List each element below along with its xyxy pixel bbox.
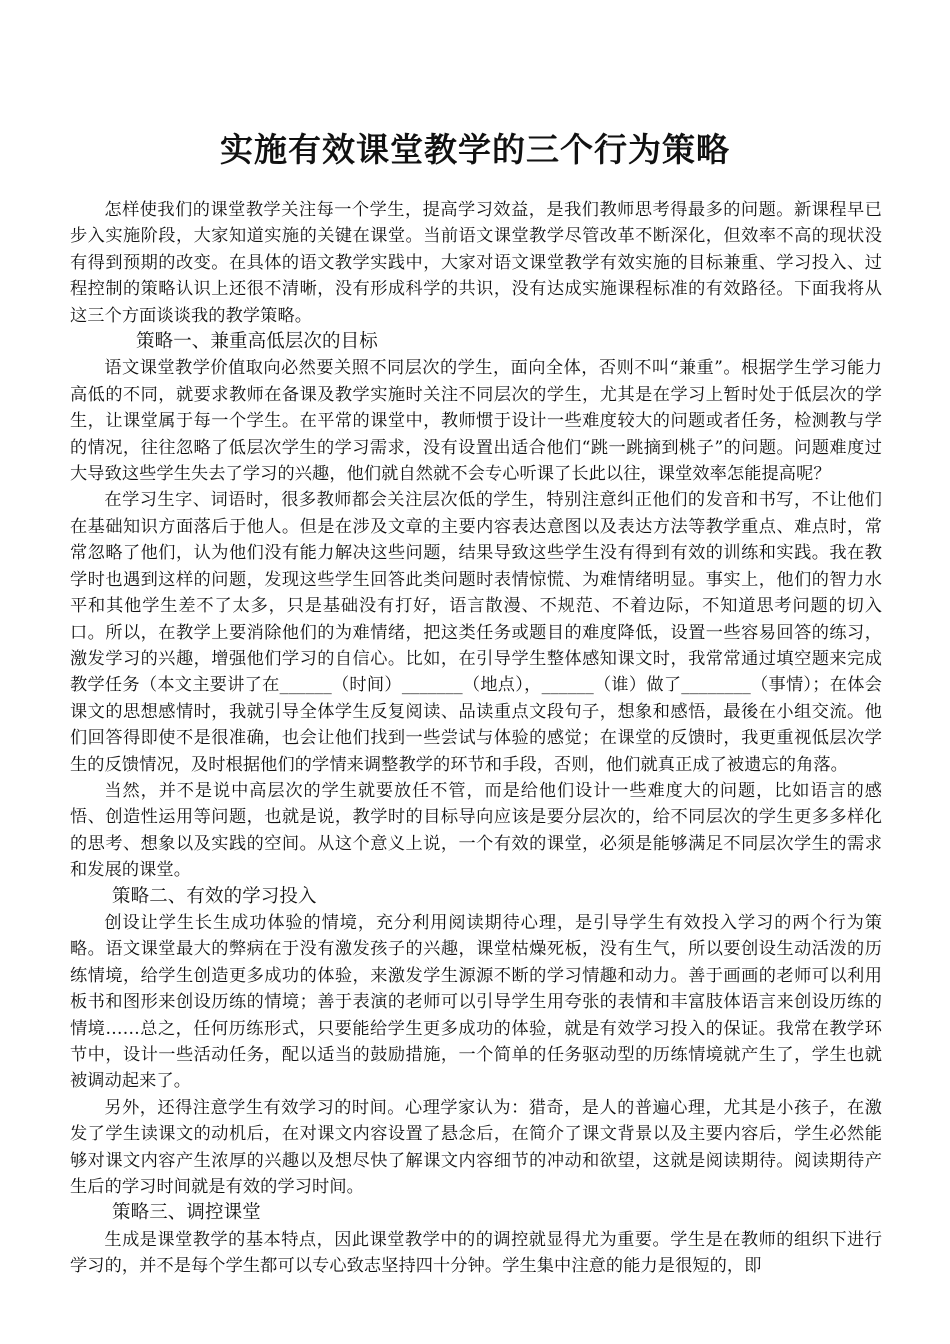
- intro-paragraph: 怎样使我们的课堂教学关注每一个学生，提高学习效益，是我们教师思考得最多的问题。新课程早已步入实施阶段，大家知道实施的关键在课堂。当前语文课堂教学尽管改革不断深化，但效率不高的现状没有得到预期的改变。在具体的语文教学实践中，大家对语文课堂教学有效实施的目标兼重、学习投入、过程控制的策略认识上还很不清晰，没有形成科学的共识，没有达成实施课程标准的有效路径。下面我将从这三个方面谈谈我的教学策略。: [70, 200, 882, 326]
- strategy2-paragraph-2: 另外，还得注意学生有效学习的时间。心理学家认为：猎奇，是人的普遍心理，尤其是小孩子，在激发了学生读课文的动机后，在对课文内容设置了悬念后，在简介了课文背景以及主要内容后，学生必然能够对课文内容产生浓厚的兴趣以及想尽快了解课文内容细节的冲动和欲望，这就是阅读期待。阅读期待产生后的学习时间就是有效的学习时间。: [70, 1097, 882, 1198]
- strategy1-paragraph-3: 当然，并不是说中高层次的学生就要放任不管，而是给他们设计一些难度大的问题，比如语言的感悟、创造性运用等问题，也就是说，教学时的目标导向应该是要分层次的，给不同层次的学生更多多样化的思考、想象以及实践的空间。从这个意义上说，一个有效的课堂，必须是能够满足不同层次学生的需求和发展的课堂。: [70, 780, 882, 881]
- strategy1-paragraph-1: 语文课堂教学价值取向必然要关照不同层次的学生，面向全体，否则不叫“兼重”。根据学生学习能力高低的不同，就要求教师在备课及教学实施时关注不同层次的学生，尤其是在学习上暂时处于低层次的学生，让课堂属于每一个学生。在平常的课堂中，教师惯于设计一些难度较大的问题或者任务，检测教与学的情况，往往忽略了低层次学生的学习需求，没有设置出适合他们“跳一跳摘到桃子”的问题。问题难度过大导致这些学生失去了学习的兴趣，他们就自然就不会专心听课了长此以往，课堂效率怎能提高呢？: [70, 358, 882, 485]
- strategy1-heading: 策略一、兼重高低层次的目标: [136, 331, 378, 353]
- strategy2-paragraph-1: 创设让学生长生成功体验的情境，充分利用阅读期待心理，是引导学生有效投入学习的两个行为策略。语文课堂最大的弊病在于没有激发孩子的兴趣，课堂枯燥死板，没有生气，所以要创设生动活泼的历练情境，给学生创造更多成功的体验，来激发学生源源不断的学习情趣和动力。善于画画的老师可以利用板书和图形来创设历练的情境；善于表演的老师可以引导学生用夸张的表情和丰富肢体语言来创设历练的情境……总之，任何历练形式，只要能给学生更多成功的体验，就是有效学习投入的保证。我常在教学环节中，设计一些活动任务，配以适当的鼓励措施，一个简单的任务驱动型的历练情境就产生了，学生也就被调动起来了。: [70, 912, 882, 1092]
- strategy3-heading: 策略三、调控课堂: [112, 1202, 261, 1224]
- strategy2-heading: 策略二、有效的学习投入: [112, 885, 317, 907]
- document-body: [70, 197, 882, 1280]
- strategy1-paragraph-2: 在学习生字、词语时，很多教师都会关注层次低的学生，特别注意纠正他们的发音和书写，不让他们在基础知识方面落后于他人。但是在涉及文章的主要内容表达意图以及表达方法等教学重点、难点时，常常忽略了他们，认为他们没有能力解决这些问题，结果导致这些学生没有得到有效的训练和实践。我在教学时也遇到这样的问题，发现这些学生回答此类问题时表情惊慌、为难情绪明显。事实上，他们的智力水平和其他学生差不了太多，只是基础没有打好，语言散漫、不规范、不着边际，不知道思考问题的切入口。所以，在教学上要消除他们的为难情绪，把这类任务或题目的难度降低，设置一些容易回答的练习，激发学习的兴趣，增强他们学习的自信心。比如，在引导学生整体感知课文时，我常常通过填空题来完成教学任务（本文主要讲了在______（时间）_______（地点），______（谁）做了________（事情）；在体会课文的思想感情时，我就引导全体学生反复阅读、品读重点文段句子，想象和感悟，最後在小组交流。他们回答得即使不是很准确，也会让他们找到一些尝试与体验的感觉；在课堂的反馈时，我更重视低层次学生的反馈情况，及时根据他们的学情来调整教学的环节和手段，否则，他们就真正成了被遗忘的角落。: [70, 490, 882, 775]
- document-title: 实施有效课堂教学的三个行为策略: [220, 130, 730, 170]
- strategy3-paragraph-1: 生成是课堂教学的基本特点，因此课堂教学中的的调控就显得尤为重要。学生是在教师的组织下进行学习的，并不是每个学生都可以专心致志坚持四十分钟。学生集中注意的能力是很短的，即: [70, 1229, 882, 1277]
